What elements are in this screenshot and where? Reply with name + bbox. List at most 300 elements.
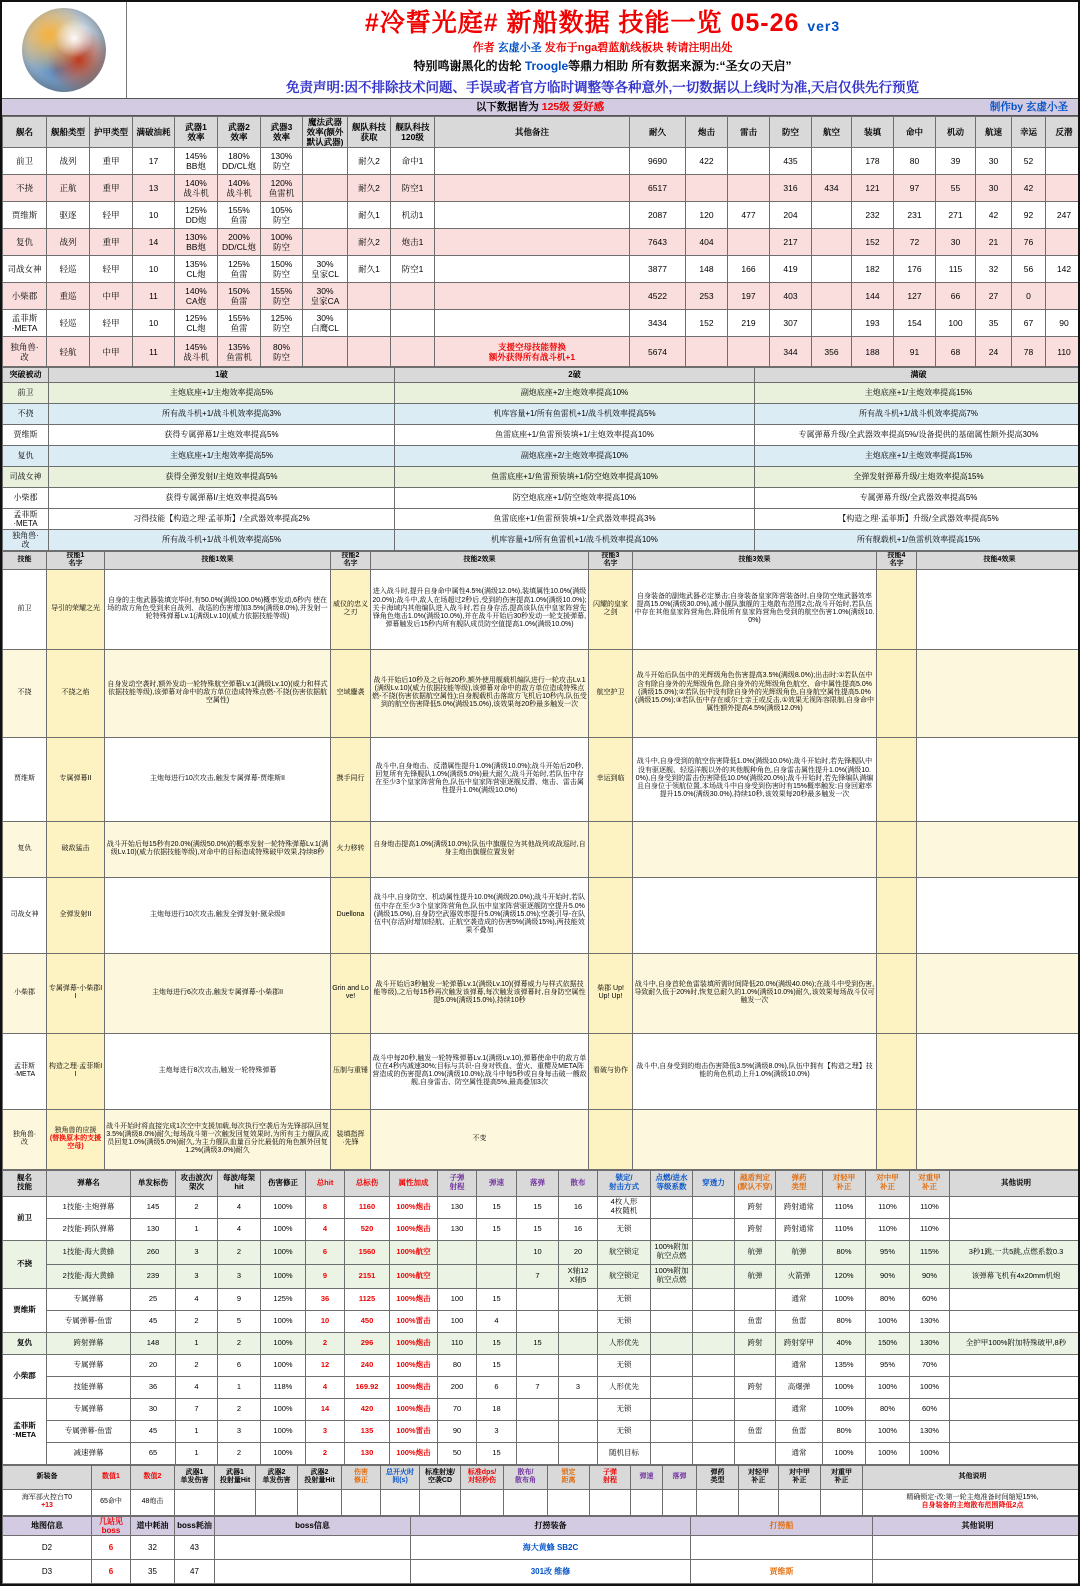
cell: 100%炮击 [390, 1376, 438, 1398]
cell: 机库容量+1/所有鱼雷机+1/战斗机效率提高5% [395, 404, 755, 425]
cell: 小柴郡 [3, 953, 47, 1033]
cell: 专属弹幕升级/全武器效率提高5% [755, 488, 1080, 509]
cell: 15 [477, 1196, 517, 1218]
cell: 司战女神 [3, 467, 49, 488]
table-row [3, 1310, 1080, 1332]
cell: 4 [176, 1288, 218, 1310]
cell [559, 1398, 598, 1420]
cell: 耐久2 [348, 229, 391, 256]
cell: 6 [218, 1354, 261, 1376]
cell [633, 821, 877, 877]
ships-table [2, 116, 1080, 367]
table-row [3, 1398, 1080, 1420]
cell: 2技能-跨队弹幕 [47, 1218, 131, 1240]
cell [917, 649, 1080, 737]
cell: 获得专属弹幕I/主炮效率提高5% [49, 488, 395, 509]
column-header: 落弹 [517, 1170, 559, 1196]
table-row [3, 1560, 1080, 1584]
cell [950, 1288, 1080, 1310]
column-header: 技能1 名字 [47, 552, 105, 570]
cell: 240 [345, 1354, 390, 1376]
cell: 115 [936, 256, 976, 283]
cell: 100 [438, 1288, 477, 1310]
cell: 进入战斗时,提升自身命中属性4.5%(满级12.0%),装填属性10.0%(满级20.0%);战斗中,敌人在场超过2秒后,受到的伤害提高1.0%(满级10.0%);关卡海域内其他编队进入战斗时,若自身存活,提高该队伍中皇家阵营先锋角色炮击1.0%(满级10.0%),并在战斗开始后30秒发动一轮支援弹幕,弹幕触发后15秒内所有舰队成员防空值提高1.0%(满级10.0%) [371, 569, 589, 649]
cell: 1125 [345, 1288, 390, 1310]
column-header: 技能3效果 [633, 552, 877, 570]
column-header: 几站见 boss [92, 1516, 131, 1536]
cell: 100% [261, 1218, 306, 1240]
cell: 轻巡 [47, 256, 90, 283]
cell: 4 [477, 1310, 517, 1332]
cell: 30% 白鹰CL [303, 310, 348, 337]
cell: 战列 [47, 148, 90, 175]
cell: 主炮每进行8次攻击,触发一轮特殊弹幕 [105, 1033, 331, 1109]
cell: 70 [438, 1398, 477, 1420]
cell [693, 1398, 735, 1420]
cell: 15 [477, 1332, 517, 1354]
cell: 434 [812, 175, 852, 202]
cell [215, 1536, 411, 1560]
cell: 217 [770, 229, 812, 256]
cell: 100% [866, 1420, 910, 1442]
cell: 80% [823, 1240, 866, 1264]
table-row [3, 383, 1080, 404]
cell: 135 [345, 1420, 390, 1442]
cell: 239 [131, 1264, 176, 1288]
cell: 120% [823, 1264, 866, 1288]
cell: 4枚人形 4枚随机 [598, 1196, 651, 1218]
cell: 破敌猛击 [47, 821, 105, 877]
table-row [3, 1420, 1080, 1442]
cell: 独角兽· 改 [3, 530, 49, 551]
table-row [3, 569, 1080, 649]
cell: 140% 战斗机 [218, 175, 261, 202]
cell: 独角兽· 改 [3, 337, 47, 367]
cell: 42 [976, 202, 1012, 229]
logo-cell [2, 2, 127, 98]
cell: 不挠之焰 [47, 649, 105, 737]
cell: 航弹 [776, 1240, 823, 1264]
cell [693, 1332, 735, 1354]
cell: 154 [894, 310, 936, 337]
column-header: 雷击 [728, 117, 770, 148]
cell: 15 [477, 1218, 517, 1240]
cell: 自身炮击提高1.0%(满级10.0%);队伍中旗舰位为其他战列或战巡时,自身主炮由旗舰位置发射 [371, 821, 589, 877]
cell: 专属弹幕-小柴郡II [47, 953, 105, 1033]
cell [559, 1288, 598, 1310]
column-header: 弹速 [631, 1465, 663, 1489]
column-header: 数值2 [131, 1465, 175, 1489]
cell: 轻航 [47, 337, 90, 367]
column-header: 子弹 射程 [438, 1170, 477, 1196]
cell: 幸运到临 [589, 737, 633, 821]
table-row [3, 1489, 1080, 1515]
column-header: 满破 [755, 368, 1080, 383]
cell: 193 [852, 310, 894, 337]
cell: 130 [131, 1218, 176, 1240]
cell [950, 1196, 1080, 1218]
cell: 孟菲斯 ·META [3, 310, 47, 337]
cell: 110% [823, 1196, 866, 1218]
column-header: 突破被动 [3, 368, 49, 383]
cell: 10 [133, 256, 175, 283]
banner-text: 以下数据皆为 125级 爱好感 [476, 101, 604, 113]
cell: 43 [175, 1536, 215, 1560]
cell: 2 [176, 1354, 218, 1376]
cell: 15 [517, 1332, 559, 1354]
cell: 副炮底座+2/主炮效率提高10% [395, 446, 755, 467]
cell: 压制与重锤 [331, 1033, 371, 1109]
column-header: 耐久 [630, 117, 686, 148]
cell [548, 1489, 590, 1515]
column-header: 对轻甲 补正 [823, 1170, 866, 1196]
cell: 所有战斗机+1/战斗机效率提高5% [49, 530, 395, 551]
column-header: 技能3 名字 [589, 552, 633, 570]
column-header: 舰名 [3, 117, 47, 148]
cell: 219 [728, 310, 770, 337]
cell [651, 1288, 693, 1310]
column-header: 武器3 效率 [261, 117, 303, 148]
cell: 55 [936, 175, 976, 202]
cell: 1 [176, 1218, 218, 1240]
column-header: 子弹 射程 [590, 1465, 631, 1489]
cell: 3 [176, 1240, 218, 1264]
cell: 5 [218, 1310, 261, 1332]
cell: 前卫 [3, 569, 47, 649]
title-block [2, 2, 1078, 99]
cell: 420 [345, 1398, 390, 1420]
cell: 2 [306, 1332, 345, 1354]
column-header: 其他说明 [950, 1170, 1080, 1196]
cell: 127 [894, 283, 936, 310]
cell: 7 [176, 1398, 218, 1420]
cell [517, 1398, 559, 1420]
cell [812, 202, 852, 229]
column-header: 属性加成 [390, 1170, 438, 1196]
cell: 装填指挥 ·先锋 [331, 1109, 371, 1169]
cell: 30 [976, 175, 1012, 202]
cell: 小柴郡 [3, 283, 47, 310]
cell: 130% [910, 1310, 950, 1332]
cell: 孟菲斯 ·META [3, 1398, 47, 1464]
cell: 125% [261, 1288, 306, 1310]
table-row [3, 1376, 1080, 1398]
cell: 全护甲100%附加特殊破甲,8秒 [950, 1332, 1080, 1354]
cell: 3 [306, 1420, 345, 1442]
cell: Grin and Love! [331, 953, 371, 1033]
cell: 重甲 [90, 175, 133, 202]
column-header: 道中耗油 [131, 1516, 175, 1536]
column-header: 武器2 效率 [218, 117, 261, 148]
cell: 3 [176, 1264, 218, 1288]
cell: 152 [686, 310, 728, 337]
cell: 复仇 [3, 821, 47, 877]
cell: 180% DD/CL炮 [218, 148, 261, 175]
cell: 100% [910, 1376, 950, 1398]
cell: 20 [559, 1240, 598, 1264]
column-header: 护甲类型 [90, 117, 133, 148]
cell: 5674 [630, 337, 686, 367]
cell: 鱼雷底座+1/鱼雷预装填+1/防空炮效率提高10% [395, 467, 755, 488]
cell: 27 [976, 283, 1012, 310]
cell: 无锁 [598, 1310, 651, 1332]
cell [420, 1489, 461, 1515]
cell: 火力移转 [331, 821, 371, 877]
cell: 80% [823, 1310, 866, 1332]
cell: 477 [728, 202, 770, 229]
cell: 专属弹幕升级/全武器效率提高5%/设备提供的基础属性额外提高30% [755, 425, 1080, 446]
cell: 航空护卫 [589, 649, 633, 737]
cell: 小柴郡 [3, 1354, 47, 1398]
cell [175, 1489, 215, 1515]
cell: 271 [936, 202, 976, 229]
cell [693, 1288, 735, 1310]
cell: 100% [261, 1264, 306, 1288]
cell: 司战女神 [3, 256, 47, 283]
cell: 130 [345, 1442, 390, 1464]
cell: 0 [1012, 283, 1046, 310]
cell: 3秒1跳,一共5跳,点燃系数0.3 [950, 1240, 1080, 1264]
cell: 6 [92, 1536, 131, 1560]
cell: 柴郡 Up! Up! Up! [589, 953, 633, 1033]
cell [348, 310, 391, 337]
cell: 所有战斗机+1/战斗机效率提高3% [49, 404, 395, 425]
cell: 航弹 [735, 1240, 776, 1264]
cell: 重巡 [47, 283, 90, 310]
cell: 15 [477, 1354, 517, 1376]
cell: 100%航空 [390, 1240, 438, 1264]
cell: Duellona [331, 877, 371, 953]
cell [812, 256, 852, 283]
column-header: 新装备 [3, 1465, 92, 1489]
cell [812, 229, 852, 256]
cell [812, 310, 852, 337]
cell: 命中1 [391, 148, 435, 175]
cell [917, 821, 1080, 877]
cell: 130% 防空 [261, 148, 303, 175]
column-header: 对中甲 补正 [779, 1465, 821, 1489]
cell: 1160 [345, 1196, 390, 1218]
table-row [3, 1442, 1080, 1464]
table-row [3, 1218, 1080, 1240]
cell: 100%炮击 [390, 1398, 438, 1420]
cell: 主炮底座+1/主炮效率提高15% [755, 383, 1080, 404]
cell: 152 [852, 229, 894, 256]
column-header: 标准射速/ 空袭CD [420, 1465, 461, 1489]
column-header: boss耗油 [175, 1516, 215, 1536]
cell: 100% [261, 1354, 306, 1376]
cell: 复仇 [3, 229, 47, 256]
cell [1046, 283, 1080, 310]
cell: 65 [131, 1442, 176, 1464]
cell: 空域鏖袭 [331, 649, 371, 737]
cell [303, 337, 348, 367]
cell: 100% [261, 1310, 306, 1332]
cell: 2 [218, 1240, 261, 1264]
column-header: 舰队科技 120级 [391, 117, 435, 148]
column-header: 弹药 类型 [776, 1170, 823, 1196]
cell [693, 1240, 735, 1264]
cell: 100%炮击 [390, 1218, 438, 1240]
cell [735, 1442, 776, 1464]
cell: 100%炮击 [390, 1354, 438, 1376]
cell [917, 569, 1080, 649]
cell [559, 1310, 598, 1332]
cell [917, 1033, 1080, 1109]
cell: 跨射通常 [776, 1218, 823, 1240]
column-header: 越盾判定 (默认不穿) [735, 1170, 776, 1196]
cell [303, 202, 348, 229]
cell: 跨射 [735, 1376, 776, 1398]
cell: 120% 鱼雷机 [261, 175, 303, 202]
cell: 30% 皇家CL [303, 256, 348, 283]
column-header: 每波/每架 hit [218, 1170, 261, 1196]
cell: 144 [852, 283, 894, 310]
cell [435, 256, 630, 283]
cell [633, 877, 877, 953]
cell: 战斗中,自身首轮鱼雷装填所需时间降低20.0%(满级40.0%);在战斗中受到伤害,导致耐久低于20%时,恢复总耐久的1.0%(满级10.0%)耐久,该效果每场战斗仅可触发一次 [633, 953, 877, 1033]
cell [303, 175, 348, 202]
cell: 76 [1012, 229, 1046, 256]
cell: 1 [176, 1332, 218, 1354]
column-header: 2破 [395, 368, 755, 383]
cell: 10 [306, 1310, 345, 1332]
table-row [3, 488, 1080, 509]
cell: 148 [131, 1332, 176, 1354]
cell [215, 1489, 256, 1515]
cell: 169.92 [345, 1376, 390, 1398]
cell [435, 175, 630, 202]
column-header: 弹幕名 [47, 1170, 131, 1196]
cell [517, 1354, 559, 1376]
cell: D2 [3, 1536, 92, 1560]
cell: 16 [559, 1218, 598, 1240]
cell: 15 [477, 1288, 517, 1310]
cell: 10 [133, 310, 175, 337]
cell: 15 [517, 1196, 559, 1218]
cell [517, 1420, 559, 1442]
cell: 110% [910, 1196, 950, 1218]
cell: 25 [131, 1288, 176, 1310]
cell: 6 [92, 1560, 131, 1584]
cell: 105% 防空 [261, 202, 303, 229]
cell: 精确锁定-改:第一轮主炮准备时间缩短15%, 自身装备的主炮散布范围降低2点 [863, 1489, 1080, 1515]
cell: 贾维斯 [691, 1560, 873, 1584]
column-header: 地图信息 [3, 1516, 92, 1536]
data-banner [2, 99, 1078, 116]
cell: 海军部火控台T0 +13 [3, 1489, 92, 1515]
cell: 防空炮底座+1/防空炮效率提高10% [395, 488, 755, 509]
cell: 176 [894, 256, 936, 283]
cell: 155% 防空 [261, 283, 303, 310]
cell: 520 [345, 1218, 390, 1240]
cell: 贾维斯 [3, 1288, 47, 1332]
cell: 60% [910, 1288, 950, 1310]
cell [517, 1442, 559, 1464]
cell: 145% 战斗机 [175, 337, 218, 367]
cell [693, 1442, 735, 1464]
header-row [3, 552, 1080, 570]
cell [812, 283, 852, 310]
cell: 125% DD炮 [175, 202, 218, 229]
cell: 52 [1012, 148, 1046, 175]
cell: 航空锁定 [598, 1264, 651, 1288]
column-header: 单发标伤 [131, 1170, 176, 1196]
cell: 全弹发射弹幕升级/主炮效率提高15% [755, 467, 1080, 488]
cell: 45 [131, 1420, 176, 1442]
cell: 100% [261, 1442, 306, 1464]
cell: 90 [438, 1420, 477, 1442]
cell: 404 [686, 229, 728, 256]
cell: 403 [770, 283, 812, 310]
cell [877, 569, 917, 649]
column-header: 技能2 名字 [331, 552, 371, 570]
cell [877, 1033, 917, 1109]
cell: 12 [306, 1354, 345, 1376]
cell: 110 [438, 1332, 477, 1354]
cell: 战列 [47, 229, 90, 256]
cell: 威仪的忠义之刃 [331, 569, 371, 649]
cell: 专属弹幕 [47, 1354, 131, 1376]
cell: 36 [306, 1288, 345, 1310]
barrage-table [2, 1170, 1080, 1465]
cell: 耐久2 [348, 148, 391, 175]
cell: 11 [133, 337, 175, 367]
cell: 100%雷击 [390, 1310, 438, 1332]
cell: 高爆弹 [776, 1376, 823, 1398]
cell [693, 1420, 735, 1442]
cell: 39 [936, 148, 976, 175]
cell: 获得全弹发射I/主炮效率提高5% [49, 467, 395, 488]
table-row [3, 256, 1080, 283]
cell: 孟菲斯 ·META [3, 1033, 47, 1109]
cell: 1 [176, 1420, 218, 1442]
cell: 42 [1012, 175, 1046, 202]
cell: 91 [894, 337, 936, 367]
cell: 人形优先 [598, 1376, 651, 1398]
cell: 不变 [371, 1109, 589, 1169]
column-header: 伤害修正 [261, 1170, 306, 1196]
table-row [3, 1288, 1080, 1310]
cell: 100 [936, 310, 976, 337]
cell: 4522 [630, 283, 686, 310]
cell: 16 [559, 1196, 598, 1218]
cell: 197 [728, 283, 770, 310]
cell: 47 [175, 1560, 215, 1584]
table-row [3, 175, 1080, 202]
cell: 专属弹幕 [47, 1398, 131, 1420]
cell: 130 [438, 1196, 477, 1218]
cell: 通常 [776, 1288, 823, 1310]
cell: 100% [261, 1332, 306, 1354]
table-row [3, 283, 1080, 310]
cell: 机动1 [391, 202, 435, 229]
column-header: 技能2效果 [371, 552, 589, 570]
cell [1046, 175, 1080, 202]
cell: 200% DD/CL炮 [218, 229, 261, 256]
cell: 125% CL炮 [175, 310, 218, 337]
column-header: 装填 [852, 117, 894, 148]
cell: 15 [517, 1218, 559, 1240]
cell [917, 1109, 1080, 1169]
cell [728, 229, 770, 256]
cell: 100% [261, 1240, 306, 1264]
column-header: 武器1 效率 [175, 117, 218, 148]
skills-table [2, 551, 1080, 1170]
cell [739, 1489, 779, 1515]
cell: 鱼雷 [776, 1420, 823, 1442]
cell: 10 [517, 1240, 559, 1264]
